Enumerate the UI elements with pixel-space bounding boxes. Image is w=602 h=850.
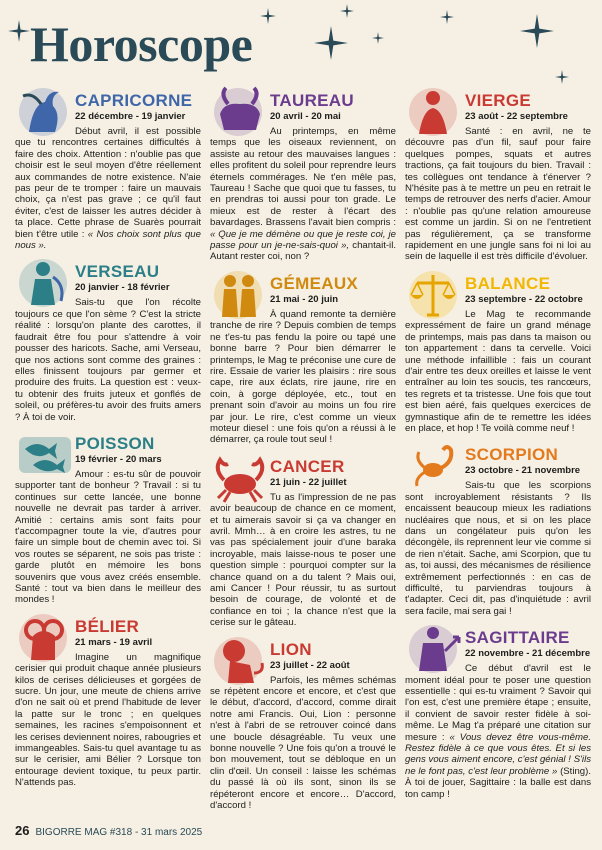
sign-name: CAPRICORNE [75, 91, 193, 110]
sign-dates: 20 avril - 20 mai [270, 111, 341, 122]
sign-name: SAGITTAIRE [465, 628, 570, 648]
sign-text: Le Mag te recommande expressément de faire un grand ménage de printemps, mais pas dans ta maison ou ton appartement : dans ta cervelle. Voici une méthode infaillible : fais un courant d'air entre tes deux oreilles et laisse le vent entraîner au loin tes soucis, tes rancœurs, tes regrets et ta tristesse. Une fois que tout est bien aéré, fais quelques exercices de gymnastique afin de te remettre les idées en place, et hop ! Te voilà comme neuf ! [405, 308, 591, 434]
star-decoration [8, 20, 30, 42]
scorpion-icon [405, 438, 465, 494]
sign-name: VIERGE [465, 91, 532, 110]
sign-dates: 21 mars - 19 avril [75, 636, 153, 648]
sign-name: CANCER [270, 456, 345, 476]
star-decoration [314, 26, 348, 60]
sign-name: LION [270, 639, 312, 659]
sign-name: VERSEAU [75, 262, 160, 282]
crab-icon [210, 450, 270, 506]
virgin-icon [405, 84, 465, 140]
sign-vierge [405, 84, 591, 263]
sign-dates: 23 septembre - 22 octobre [465, 293, 583, 305]
sign-gemeaux [210, 267, 396, 446]
sign-dates: 22 novembre - 21 décembre [465, 648, 591, 660]
sign-text: À quand remonte ta dernière tranche de rire ? Depuis combien de temps ne t'es-tu pas fendu la poire ou tapé une bonne barre ? Pour bien démarrer le printemps, le Mag te préconise une cure de rire. Essaie de varier les plaisirs : rire sous cape, rire aux éclats, rire jaune, rire en coin, à gorge déployée, etc., tout en prenant soin d'avoir au moins un fou rire par jour. Le rire, c'est comme un vieux moteur diesel : une fois qu'on a réussi à le démarrer, ça roule tout seul ! [210, 308, 396, 446]
sign-poisson [15, 427, 201, 606]
sign-text: Tu as l'impression de ne pas avoir beaucoup de chance en ce moment, et tu aimerais savoir si ça va changer en avril. Mmh… à en croire les astres, tu ne vas pas spécialement jouir d'une baraka incroyable, mais laisse-nous te poser une question simple : pourquoi compter sur la chance quand on a du talent ? Mais oui, ami Cancer ! Pour réussir, tu as surtout besoin de courage, de volonté et de confiance en toi ; la chance n'est que la cerise sur le gâteau. [210, 491, 396, 629]
sign-text: Parfois, les mêmes schémas se répètent encore et encore, et c'est que le début, d'accord, d'accord, comme dirait notre ami Francis. Oui, Lion : personne n'est à l'abri de se retrouver coincé dans une boucle désagréable. Tu veux une bonne nouvelle ? Une fois qu'on a trouvé le bon mouvement, tout se débloque en un clin d'œil. Un conseil : laisse les schémas du passé là où ils sont, sinon ils se répéteront encore et encore… D'accord, d'accord ! [210, 674, 396, 812]
star-decoration [260, 8, 276, 24]
sign-text: Sais-tu que les scorpions sont incroyablement résistants ? Ils encaissent beaucoup mieux les radiations nucléaires que nous, et si on les place dans un congélateur puis qu'on les décongèle, ils reprennent leur vie comme si de rien n'était. Sache, ami Scorpion, que tu as, toi aussi, des mécanismes de résilience extrêmement perfectionnés : en cas de difficulté, tu parviendras toujours à t'adapter. Ceci dit, pas d'inquiétude : avril sera facile, mai sera gai ! [405, 480, 591, 617]
star-decoration [372, 32, 384, 44]
sign-verseau [15, 255, 201, 422]
star-decoration [340, 4, 354, 18]
issue-info: BIGORRE MAG #318 - 31 mars 2025 [35, 827, 203, 838]
sign-name: BÉLIER [75, 616, 140, 636]
sign-text: Ce début d'avril est le moment idéal pour te poser une question essentielle : qui es-tu vraiment ? Savoir qui l'on est, c'est une première étape ; ensuite, il convient de savoir rester fidèle à soi-même. Le Mag t'a préparé une citation sur mesure : « Vous devez être vous-même. Restez fidèle à ce que vous êtes. Et si les gens vous aiment encore, c'est génial ! S'ils ne le font pas, c'est leur problème » (Sting). À toi de jouer, Sagittaire : la balle est dans ton camp ! [405, 663, 592, 800]
sign-text: Amour : es-tu sûr de pouvoir supporter tant de bonheur ? Travail : si tu continues sur cette lancée, une bonne nouvelle ne devrait pas tarder à arriver. Amitié : certains amis sont faits pour t'accompagner toute la vie, d'autres pour faire un simple bout de chemin avec toi. Si vos routes se séparent, ne sois pas triste : garde plutôt en mémoire les bons souvenirs que vous avez créés ensemble. Santé : tout va bien dans le meilleur des mondes ! [15, 468, 201, 606]
fish-icon [15, 427, 75, 483]
archer-icon [405, 621, 465, 677]
goat-icon [15, 84, 75, 140]
sign-name: TAUREAU [270, 91, 354, 110]
sign-balance [405, 267, 591, 434]
page-title: Horoscope [30, 16, 253, 72]
sign-taureau [210, 84, 396, 263]
page-number: 26 [15, 823, 30, 838]
star-decoration [440, 10, 454, 24]
sign-scorpion [405, 438, 591, 617]
water-bearer-icon [15, 255, 75, 311]
sign-dates: 23 août - 22 septembre [465, 111, 568, 122]
sign-lion [210, 633, 396, 812]
sign-text: Imagine un magnifique cerisier qui produit chaque année plusieurs kilos de cerises délicieuses et gorgées de sucre. Un jour, une meute de chiens arrive d'on ne sait où et prend l'habitude de lever la patte sur le tronc ; en quelques semaines, les racines s'empoisonnent et les cerises deviennent noires, rabougries et immangeables. Sais-tu quel avantage tu as sur le cerisier, ami Bélier ? Lorsque ton entourage devient toxique, tu peux partir. N'attends pas. [15, 651, 201, 789]
sign-belier [15, 610, 201, 789]
sign-text: Sais-tu que l'on récolte toujours ce que l'on sème ? C'est la stricte réalité : lorsqu'on plante des carottes, il faudrait être fou pour s'attendre à voir pousser des haricots. Sache, ami Verseau, que nos actions sont comme des graines : elles finissent toujours par germer et produire des fruits. La question est : veux-tu obtenir des fruits juteux et gonflés de soleil, ou préfères-tu avoir des fruits amers ? À toi de voir. [15, 297, 201, 423]
scales-icon [405, 267, 465, 323]
ram-icon [15, 610, 75, 666]
sign-dates: 21 juin - 22 juillet [270, 476, 347, 488]
sign-text: Santé : en avril, ne te découvre pas d'un fil, sauf pour faire quelques pompes, squats et autres tractions, ça fait toujours du bien. Travail : tes collègues ont tendance à t'énerver ? N'hésite pas à te mettre un peu en retrait le temps de retrouver des nerfs d'acier. Amour : n'oublie pas qu'une relation amoureuse est comme un jardin. Si on ne l'entretient pas régulièrement, ça se transforme rapidement en une jungle sans foi ni loi au sein de laquelle il est très difficile d'évoluer. [405, 126, 591, 263]
sign-text: Au printemps, en même temps que les oiseaux reviennent, on assiste au retour des mauvaises langues : elles profitent du soleil pour reprendre leurs éternels commérages. Ne t'en mêle pas, Taureau ! Sache que quoi que tu fasses, tu en prendras toi aussi pour ton grade. Le mieux est de rester à l'écart des bavardages. Brassens l'avait bien compris : « Que je me démène ou que je reste coi, je passe pour un je-ne-sais-quoi », chantait-il. Autant rester coi, non ? [210, 126, 396, 263]
sign-dates: 22 décembre - 19 janvier [75, 111, 186, 122]
star-decoration [520, 14, 554, 48]
sign-name: GÉMEAUX [270, 273, 359, 293]
sign-dates: 21 mai - 20 juin [270, 293, 339, 305]
sign-name: POISSON [75, 433, 155, 453]
sign-name: SCORPION [465, 445, 559, 465]
sign-text: Début avril, il est possible que tu rencontres certaines difficultés à faire des choix. Attention : n'oublie pas que choisir est le seul moyen d'être réellement aux commandes de notre existence. N'aie pas peur de te tromper : faire un mauvais choix, ça n'est pas grave ; ce qu'il faut éviter, c'est de laisser les autres décider à ta place. Cette phrase de Suarès pourrait bien t'être utile : « Nos choix sont plus que nous ». [15, 126, 201, 252]
sign-name: BALANCE [465, 273, 551, 293]
twins-icon [210, 267, 270, 323]
sign-dates: 20 janvier - 18 février [75, 282, 170, 294]
star-decoration [555, 70, 569, 84]
page-footer [15, 823, 202, 838]
sign-capricorne [15, 84, 201, 251]
sign-dates: 19 février - 20 mars [75, 453, 162, 465]
lion-icon [210, 633, 270, 689]
sign-dates: 23 octobre - 21 novembre [465, 465, 581, 477]
sign-sagittaire [405, 621, 591, 800]
bull-icon [210, 84, 270, 140]
sign-cancer [210, 450, 396, 629]
sign-dates: 23 juillet - 22 août [270, 659, 350, 671]
